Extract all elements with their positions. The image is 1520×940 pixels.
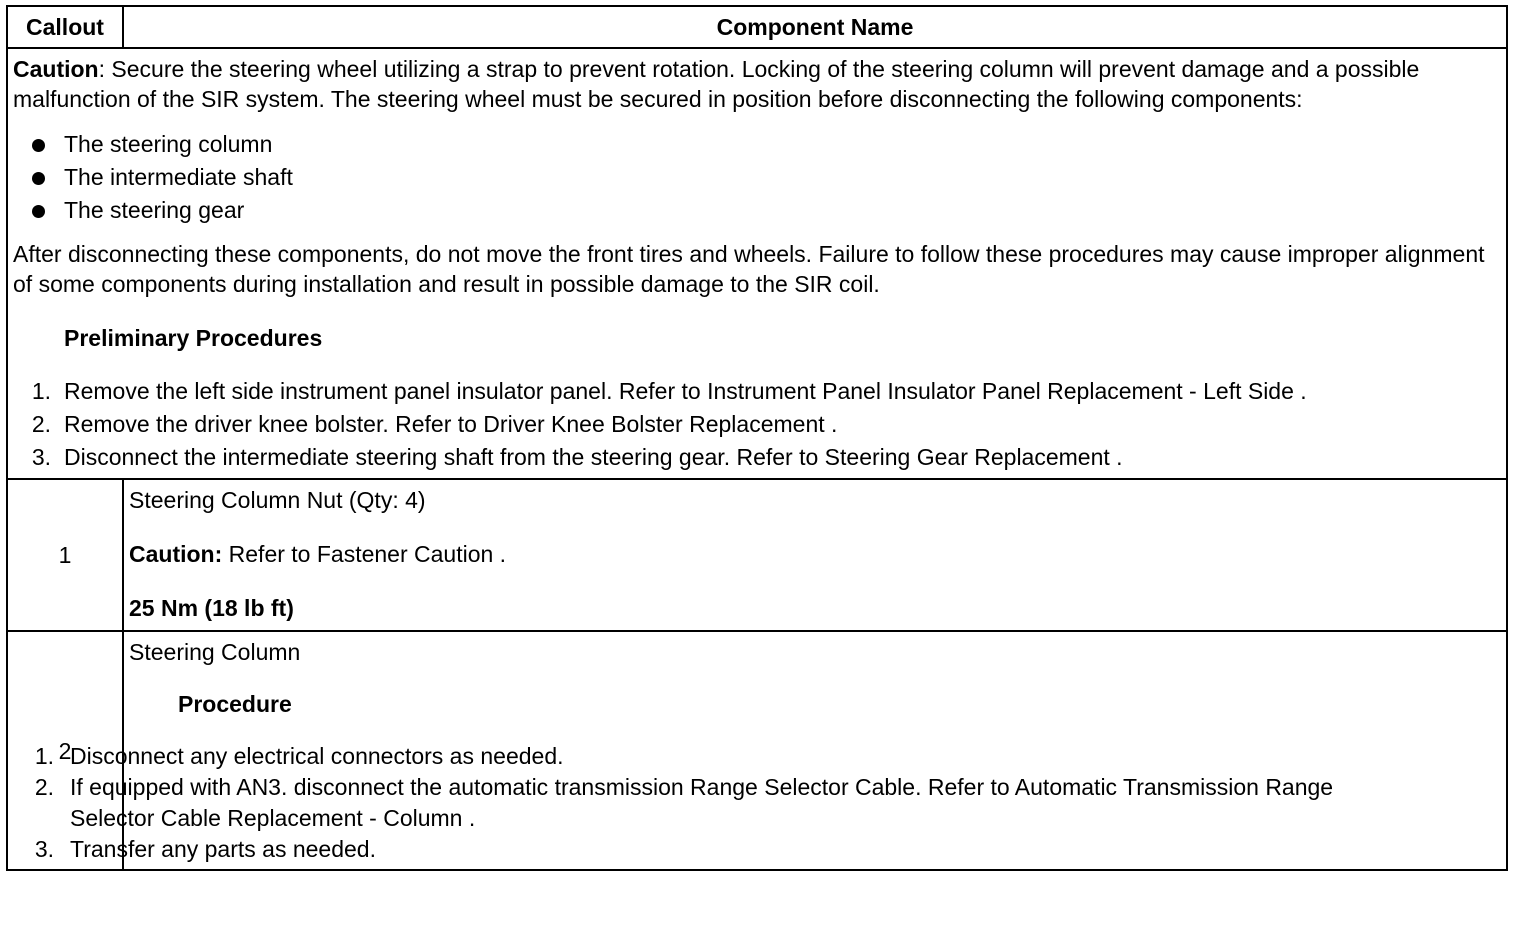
bullet-icon (32, 139, 45, 152)
callout-number: 2 (7, 631, 123, 870)
preliminary-heading: Preliminary Procedures (64, 325, 323, 351)
list-item: 3. Disconnect the intermediate steering shaft from the steering gear. Refer to Steering Gear Replacement . (31, 444, 1123, 470)
list-item: 1. Remove the left side instrument panel insulator panel. Refer to Instrument Panel Insulator Panel Replacement - Left Side . (31, 378, 1307, 404)
fastener-caution (129, 539, 1501, 569)
component-cell (123, 479, 1507, 631)
step-text[interactable]: Remove the left side instrument panel insulator panel. Refer to Instrument Panel Insulator Panel Replacement - Left Side . (64, 378, 1307, 404)
list-item: 1. Disconnect any electrical connectors as needed. (34, 743, 564, 769)
caution-label: Caution: (129, 541, 223, 567)
caution-text[interactable]: Refer to Fastener Caution . (222, 541, 507, 567)
step-text[interactable]: Disconnect the intermediate steering shaft from the steering gear. Refer to Steering Gear Replacement . (64, 444, 1123, 470)
after-disconnect-text: After disconnecting these components, do not move the front tires and wheels. Failure to follow these procedures may cause improper alignment of some components during installation and result in possible damage to the SIR coil. (13, 241, 1485, 297)
component-name: Steering Column Nut (Qty: 4) (129, 487, 426, 513)
step-text: Transfer any parts as needed. (70, 836, 376, 862)
component-name: Steering Column (129, 639, 301, 665)
bullet-icon (32, 205, 45, 218)
intro-cell (7, 48, 1507, 479)
step-text[interactable]: If equipped with AN3. disconnect the automatic transmission Range Selector Cable. Refer to Automatic Transmission Range Selector Cable Replacement - Column . (70, 774, 1334, 831)
step-text: Disconnect any electrical connectors as needed. (70, 743, 564, 769)
procedure-steps (0, 741, 1384, 865)
caution-label: Caution (13, 56, 99, 82)
procedure-heading: Procedure (178, 691, 292, 717)
step-text[interactable]: Remove the driver knee bolster. Refer to Driver Knee Bolster Replacement . (64, 411, 838, 437)
caution-text: : Secure the steering wheel utilizing a strap to prevent rotation. Locking of the steering column will prevent damage and a possible malfunction of the SIR system. The steering wheel must be secured in position before disconnecting the following components: (13, 56, 1420, 112)
list-item: The steering column (13, 128, 1501, 161)
table-row (7, 631, 1507, 870)
preliminary-steps (13, 375, 1501, 474)
list-item: The intermediate shaft (13, 161, 1501, 194)
callout-number: 1 (7, 479, 123, 631)
component-table (6, 5, 1508, 871)
callout-header: Callout (7, 6, 123, 48)
component-bullets (13, 128, 1501, 227)
intro-row (7, 48, 1507, 479)
header-row (7, 6, 1507, 48)
list-item: The steering gear (13, 194, 1501, 227)
list-item: 3. Transfer any parts as needed. (34, 836, 376, 862)
list-item: 2. Remove the driver knee bolster. Refer to Driver Knee Bolster Replacement . (31, 411, 838, 437)
bullet-icon (32, 172, 45, 185)
component-cell (34, 631, 1507, 870)
list-item: 2. If equipped with AN3. disconnect the automatic transmission Range Selector Cable. Refer to Automatic Transmission Range Selector Cable Replacement - Column . (34, 774, 1334, 831)
component-name-header: Component Name (123, 6, 1507, 48)
table-row (7, 479, 1507, 631)
torque-spec: 25 Nm (18 lb ft) (129, 595, 294, 621)
intro-caution (13, 54, 1501, 114)
